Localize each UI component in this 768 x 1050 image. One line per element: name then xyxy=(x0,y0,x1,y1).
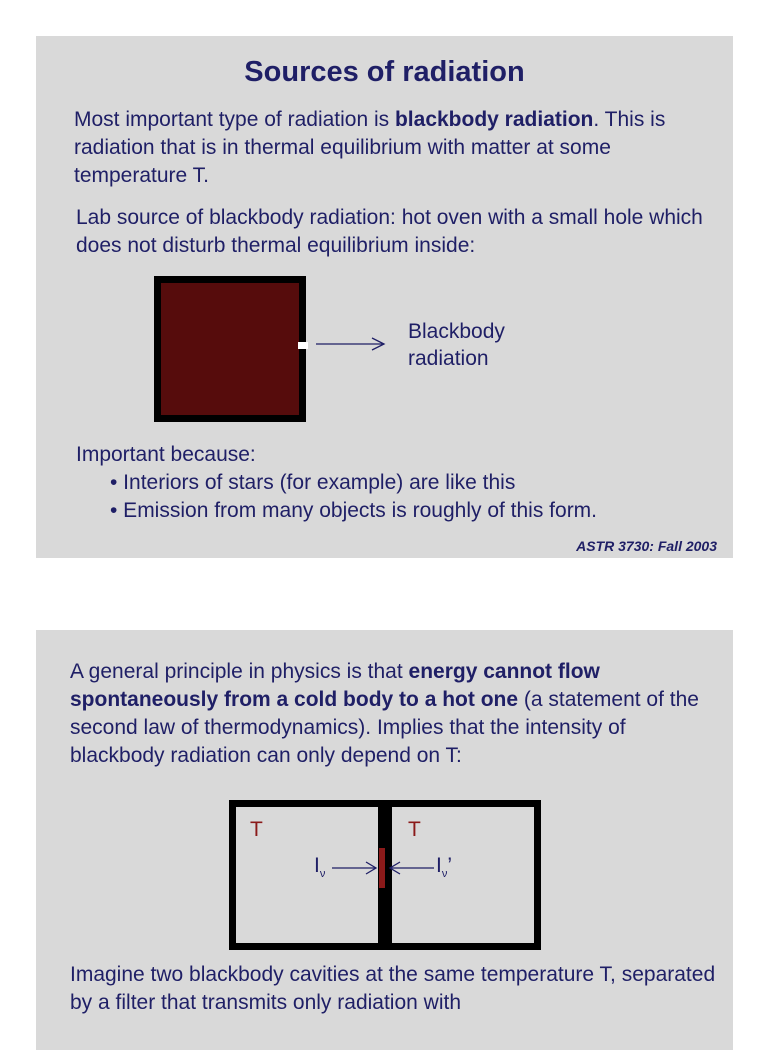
principle-emphasis: energy cannot flow spontaneously from a cold body to a hot one xyxy=(70,660,600,711)
cavity-left-temperature: T xyxy=(250,818,263,841)
oven-hole xyxy=(298,342,308,349)
blackbody-radiation-label xyxy=(408,318,505,372)
intensity-left-label xyxy=(314,854,325,880)
label-line-2: radiation xyxy=(408,347,489,370)
slide-second-law xyxy=(36,630,733,1050)
lab-source-paragraph: Lab source of blackbody radiation: hot oven with a small hole which does not disturb thermal equilibrium inside: xyxy=(76,206,703,257)
intensity-subscript: ν xyxy=(441,868,448,881)
importance-heading: Important because: xyxy=(76,443,256,466)
radiation-arrow-icon xyxy=(314,336,388,354)
oven-diagram xyxy=(154,276,306,422)
intro-paragraph xyxy=(74,106,714,190)
importance-section xyxy=(76,441,716,525)
intensity-subscript: ν xyxy=(319,868,326,881)
intro-text: Most important type of radiation is xyxy=(74,108,395,131)
intensity-symbol: I xyxy=(436,854,442,877)
slide-title: Sources of radiation xyxy=(244,56,525,88)
label-line-1: Blackbody xyxy=(408,320,505,343)
bullet-item: • Interiors of stars (for example) are like this xyxy=(110,471,516,494)
principle-text: A general principle in physics is that xyxy=(70,660,409,683)
intensity-arrows-icon xyxy=(330,858,440,878)
principle-paragraph xyxy=(70,658,720,770)
intro-emphasis: blackbody radiation xyxy=(394,108,594,131)
bullet-item: • Emission from many objects is roughly of this form. xyxy=(110,499,598,522)
imagine-paragraph: Imagine two blackbody cavities at the same temperature T, separated by a filter that transmits only radiation with xyxy=(70,963,716,1014)
slide-sources-of-radiation xyxy=(36,36,733,558)
principle-text-end: (a statement of the second law of thermodynamics). Implies that the intensity of blackbody radiation can only depend on T: xyxy=(70,688,699,767)
intensity-symbol: I xyxy=(314,854,320,877)
intensity-prime: ’ xyxy=(447,854,453,877)
cavity-right-temperature: T xyxy=(408,818,421,841)
intro-text-end: . This is radiation that is in thermal equilibrium with matter at some temperature T. xyxy=(74,108,666,187)
course-credit: ASTR 3730: Fall 2003 xyxy=(576,538,717,554)
